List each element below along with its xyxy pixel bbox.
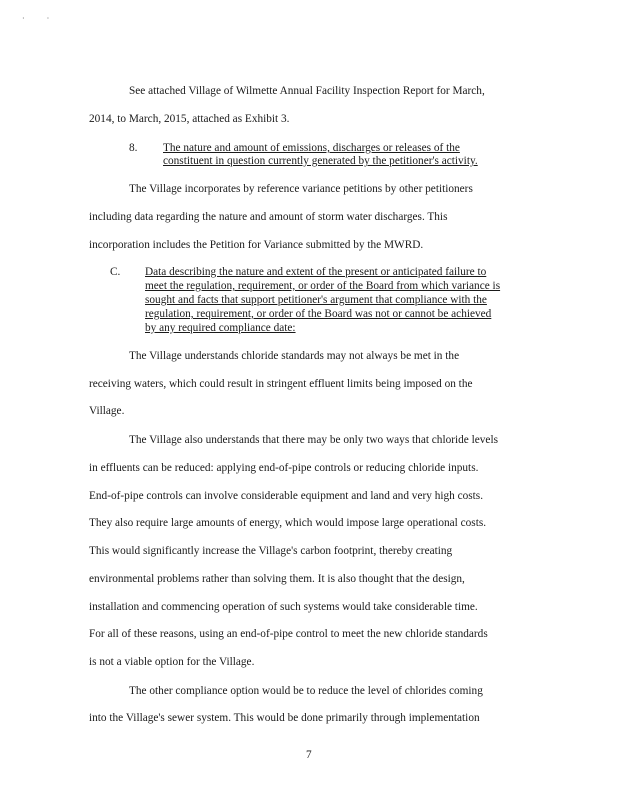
para-effluents-line-9: is not a viable option for the Village.	[89, 656, 255, 668]
item-8-line-2-text: constituent in question currently generated by the petitioner's activity.	[163, 155, 478, 167]
para-effluents-line-7: installation and commencing operation of such systems would take considerable time.	[89, 601, 478, 613]
item-c-line-3: sought and facts that support petitioner's argument that compliance with the	[145, 294, 487, 306]
item-c-line-1: Data describing the nature and extent of the present or anticipated failure to	[145, 266, 487, 278]
scan-specks: · ·	[22, 14, 60, 23]
para-ref-line-1: See attached Village of Wilmette Annual Facility Inspection Report for March,	[129, 85, 485, 97]
para-understands-line-3: Village.	[89, 405, 125, 417]
para-other-line-1: The other compliance option would be to reduce the level of chlorides coming	[129, 685, 483, 697]
para-ref-line-2: 2014, to March, 2015, attached as Exhibit 3.	[89, 113, 290, 125]
para-incorp-line-1: The Village incorporates by reference variance petitions by other petitioners	[129, 183, 473, 195]
item-c-label: C.	[110, 266, 121, 278]
item-8-label: 8.	[129, 142, 138, 154]
item-c-line-2: meet the regulation, requirement, or order of the Board from which variance is	[145, 280, 501, 292]
item-c-line-5: by any required compliance date:	[145, 322, 296, 334]
para-incorp-line-2: including data regarding the nature and amount of storm water discharges. This	[89, 211, 448, 223]
para-effluents-line-3: End-of-pipe controls can involve considerable equipment and land and very high costs.	[89, 490, 484, 502]
item-8-line-1: The nature and amount of emissions, discharges or releases of the	[163, 142, 460, 154]
para-effluents-line-1: The Village also understands that there may be only two ways that chloride levels	[129, 434, 498, 446]
para-other-line-2: into the Village's sewer system. This would be done primarily through implementation	[89, 712, 480, 724]
para-effluents-line-4: They also require large amounts of energy, which would impose large operational costs.	[89, 517, 487, 529]
para-effluents-line-2: in effluents can be reduced: applying end-of-pipe controls or reducing chloride inputs.	[89, 462, 479, 474]
para-understands-line-2: receiving waters, which could result in stringent effluent limits being imposed on the	[89, 378, 473, 390]
para-effluents-line-5: This would significantly increase the Village's carbon footprint, thereby creating	[89, 545, 453, 557]
page-number: 7	[306, 749, 312, 761]
para-understands-line-1: The Village understands chloride standards may not always be met in the	[129, 350, 460, 362]
para-effluents-line-8: For all of these reasons, using an end-of-pipe control to meet the new chloride standards	[89, 628, 488, 640]
item-c-line-4: regulation, requirement, or order of the Board was not or cannot be achieved	[145, 308, 492, 320]
para-effluents-line-6: environmental problems rather than solving them. It is also thought that the design,	[89, 573, 465, 585]
item-8-line-2	[163, 155, 478, 167]
para-incorp-line-3: incorporation includes the Petition for Variance submitted by the MWRD.	[89, 239, 424, 251]
